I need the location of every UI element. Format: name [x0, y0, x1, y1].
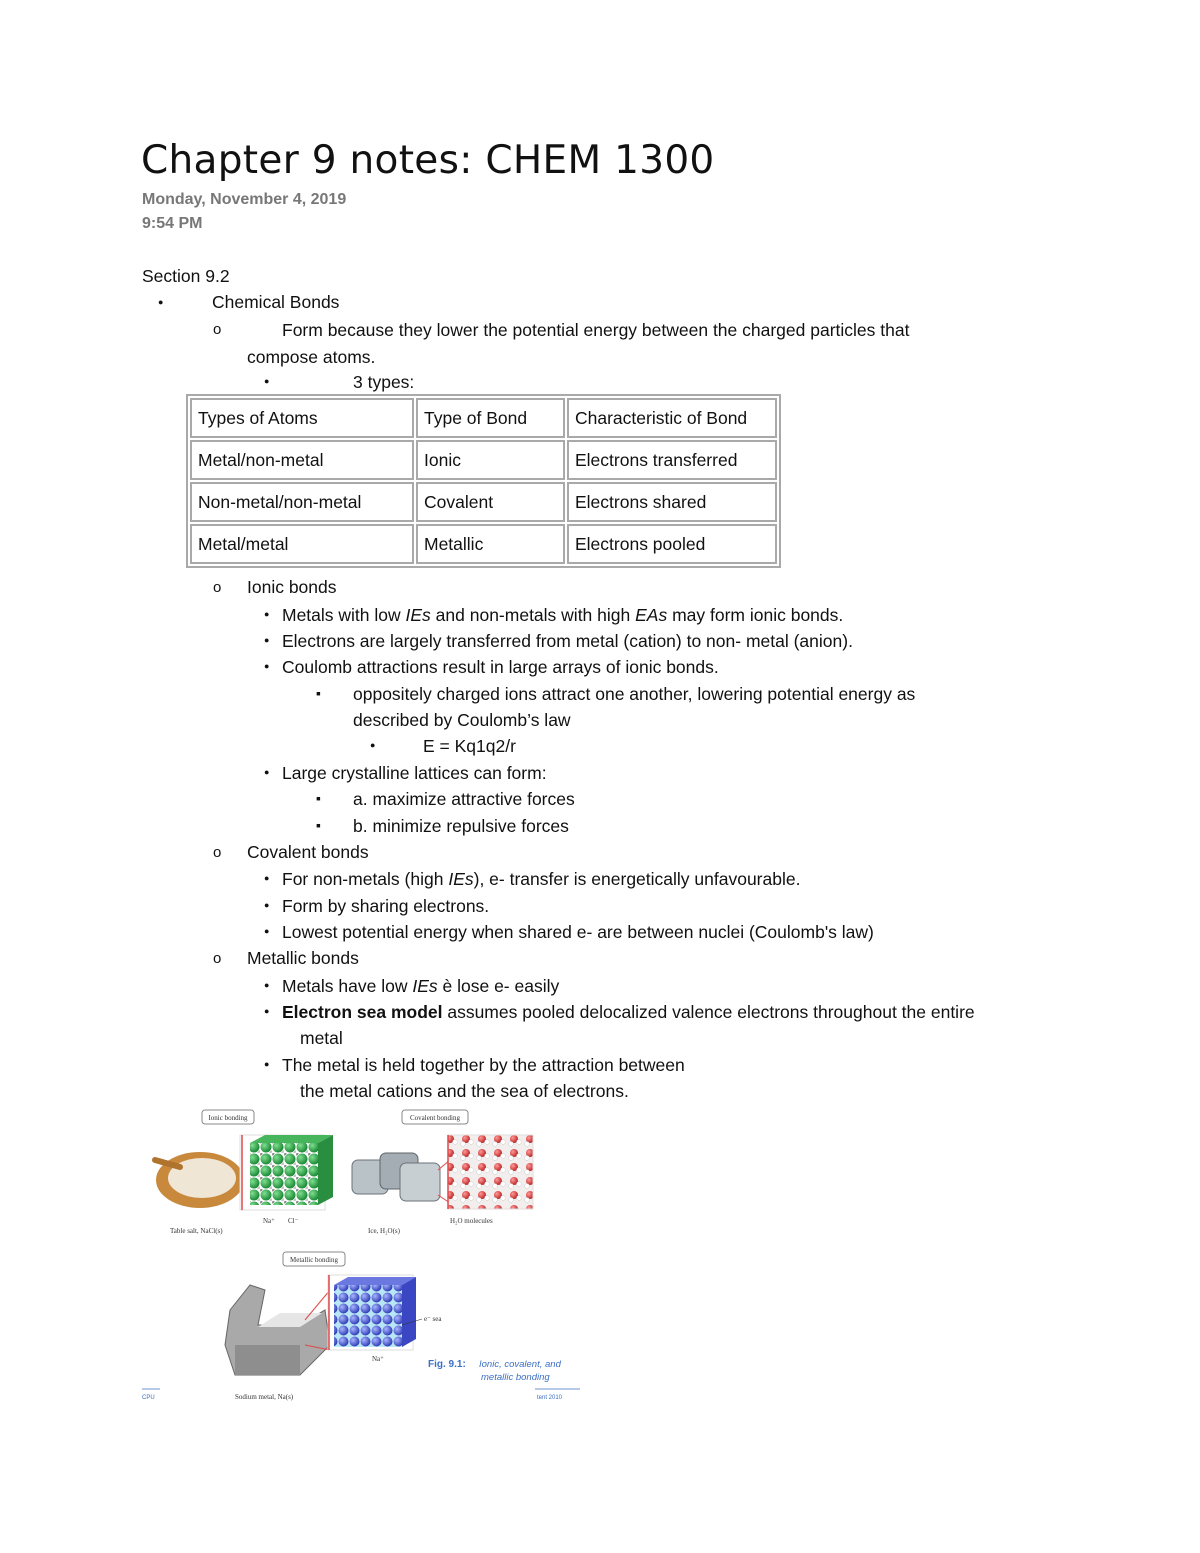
metallic-heading: Metallic bonds	[247, 948, 359, 968]
bullet-disc-icon	[264, 654, 269, 679]
metal-lattice	[334, 1285, 402, 1347]
bond-types-table	[186, 394, 781, 568]
ionic-line-7: a. maximize attractive forces	[353, 789, 575, 809]
ionic-line-1: Metals with low IEs and non-metals with high EAs may form ionic bonds.	[282, 605, 844, 625]
covalent-bonding-panel	[352, 1110, 533, 1235]
ionic-line-4a: oppositely charged ions attract one another, lowering potential energy as	[353, 684, 916, 704]
bonding-figure	[140, 1105, 590, 1405]
ionic-line-8: b. minimize repulsive forces	[353, 816, 569, 836]
note-time: 9:54 PM	[142, 215, 203, 232]
types-label: 3 types:	[353, 372, 415, 392]
metallic-line-2b: metal	[300, 1028, 343, 1048]
bullet-disc-icon	[264, 369, 269, 394]
covalent-heading: Covalent bonds	[247, 842, 369, 862]
bullet-square-icon	[316, 786, 321, 810]
table-cell: Ionic	[416, 440, 565, 480]
bullet-circle-icon	[213, 946, 221, 971]
metallic-bonding-panel	[225, 1252, 442, 1401]
ionic-line-2: Electrons are largely transferred from metal (cation) to non- metal (anion).	[282, 631, 853, 651]
bullet-disc-icon	[264, 602, 269, 627]
salt-caption: Table salt, NaCl(s)	[170, 1227, 223, 1235]
sea-caption: e⁻ sea	[424, 1315, 442, 1323]
metallic-line-2: Electron sea model assumes pooled delocalized valence electrons throughout the entire	[282, 1002, 975, 1022]
bullet-disc-icon	[264, 999, 269, 1024]
table-cell: Metal/non-metal	[190, 440, 414, 480]
bullet-disc-icon	[370, 733, 375, 758]
table-header-cell: Type of Bond	[416, 398, 565, 438]
table-cell: Electrons transferred	[567, 440, 777, 480]
publisher-mark: tent 2010	[537, 1395, 563, 1401]
covalent-label: Covalent bonding	[410, 1114, 460, 1122]
bullet-disc-icon	[264, 760, 269, 785]
bullet-circle-icon	[213, 575, 221, 600]
table-cell: Non-metal/non-metal	[190, 482, 414, 522]
cl-caption: Cl⁻	[288, 1217, 299, 1225]
ionic-bonding-panel	[155, 1110, 333, 1235]
table-cell: Metal/metal	[190, 524, 414, 564]
na-metal-caption: Na⁺	[372, 1355, 384, 1363]
table-header-row	[190, 398, 777, 438]
covalent-line-3: Lowest potential energy when shared e- are between nuclei (Coulomb's law)	[282, 922, 874, 942]
table-cell: Covalent	[416, 482, 565, 522]
fig-text-1: Ionic, covalent, and	[479, 1359, 561, 1370]
note-date: Monday, November 4, 2019	[142, 191, 347, 208]
metallic-line-1: Metals have low IEs è lose e- easily	[282, 976, 560, 996]
water-lattice	[448, 1135, 533, 1209]
ionic-line-3: Coulomb attractions result in large arrays of ionic bonds.	[282, 657, 719, 677]
ionic-heading: Ionic bonds	[247, 577, 337, 597]
form-line-2: compose atoms.	[247, 347, 376, 367]
chemical-bonds-item: Chemical Bonds	[212, 292, 340, 312]
ionic-line-6: Large crystalline lattices can form:	[282, 763, 547, 783]
section-heading: Section 9.2	[142, 266, 230, 286]
covalent-line-2: Form by sharing electrons.	[282, 896, 490, 916]
table-row	[190, 440, 777, 480]
covalent-line-1: For non-metals (high IEs), e- transfer is energetically unfavourable.	[282, 869, 801, 889]
table-header-cell: Types of Atoms	[190, 398, 414, 438]
bullet-disc-icon	[264, 893, 269, 918]
table-cell: Electrons pooled	[567, 524, 777, 564]
bullet-disc-icon	[264, 1052, 269, 1077]
table-header-cell: Characteristic of Bond	[567, 398, 777, 438]
metallic-line-3b: the metal cations and the sea of electrons.	[300, 1081, 629, 1101]
bullet-square-icon	[316, 681, 321, 705]
ionic-lattice	[250, 1143, 318, 1205]
table-cell: Metallic	[416, 524, 565, 564]
bullet-disc-icon	[264, 866, 269, 891]
water-caption: H₂O molecules	[450, 1217, 493, 1225]
form-line-1: Form because they lower the potential energy between the charged particles that	[282, 320, 910, 340]
coulomb-formula: E = Kq1q2/r	[423, 736, 516, 756]
metallic-label: Metallic bonding	[289, 1256, 339, 1264]
bullet-disc-icon	[158, 290, 163, 315]
bullet-disc-icon	[264, 919, 269, 944]
bullet-disc-icon	[264, 973, 269, 998]
sodium-caption: Sodium metal, Na(s)	[235, 1393, 294, 1401]
fig-label: Fig. 9.1:	[428, 1359, 466, 1370]
ionic-label: Ionic bonding	[208, 1114, 248, 1122]
fig-text-2: metallic bonding	[481, 1372, 550, 1383]
table-row	[190, 524, 777, 564]
bullet-circle-icon	[213, 317, 221, 342]
table-cell: Electrons shared	[567, 482, 777, 522]
bullet-disc-icon	[264, 628, 269, 653]
page-title: Chapter 9 notes: CHEM 1300	[141, 138, 715, 183]
table-row	[190, 482, 777, 522]
figure-caption	[142, 1359, 580, 1401]
metallic-line-3a: The metal is held together by the attraction between	[282, 1055, 685, 1075]
na-caption: Na⁺	[263, 1217, 275, 1225]
bullet-square-icon	[316, 813, 321, 837]
ice-cube-icon	[400, 1163, 440, 1201]
bullet-circle-icon	[213, 840, 221, 865]
ice-caption: Ice, H₂O(s)	[368, 1227, 400, 1235]
publisher-logo: CPU	[142, 1395, 155, 1401]
ionic-line-4b: described by Coulomb’s law	[353, 710, 571, 730]
